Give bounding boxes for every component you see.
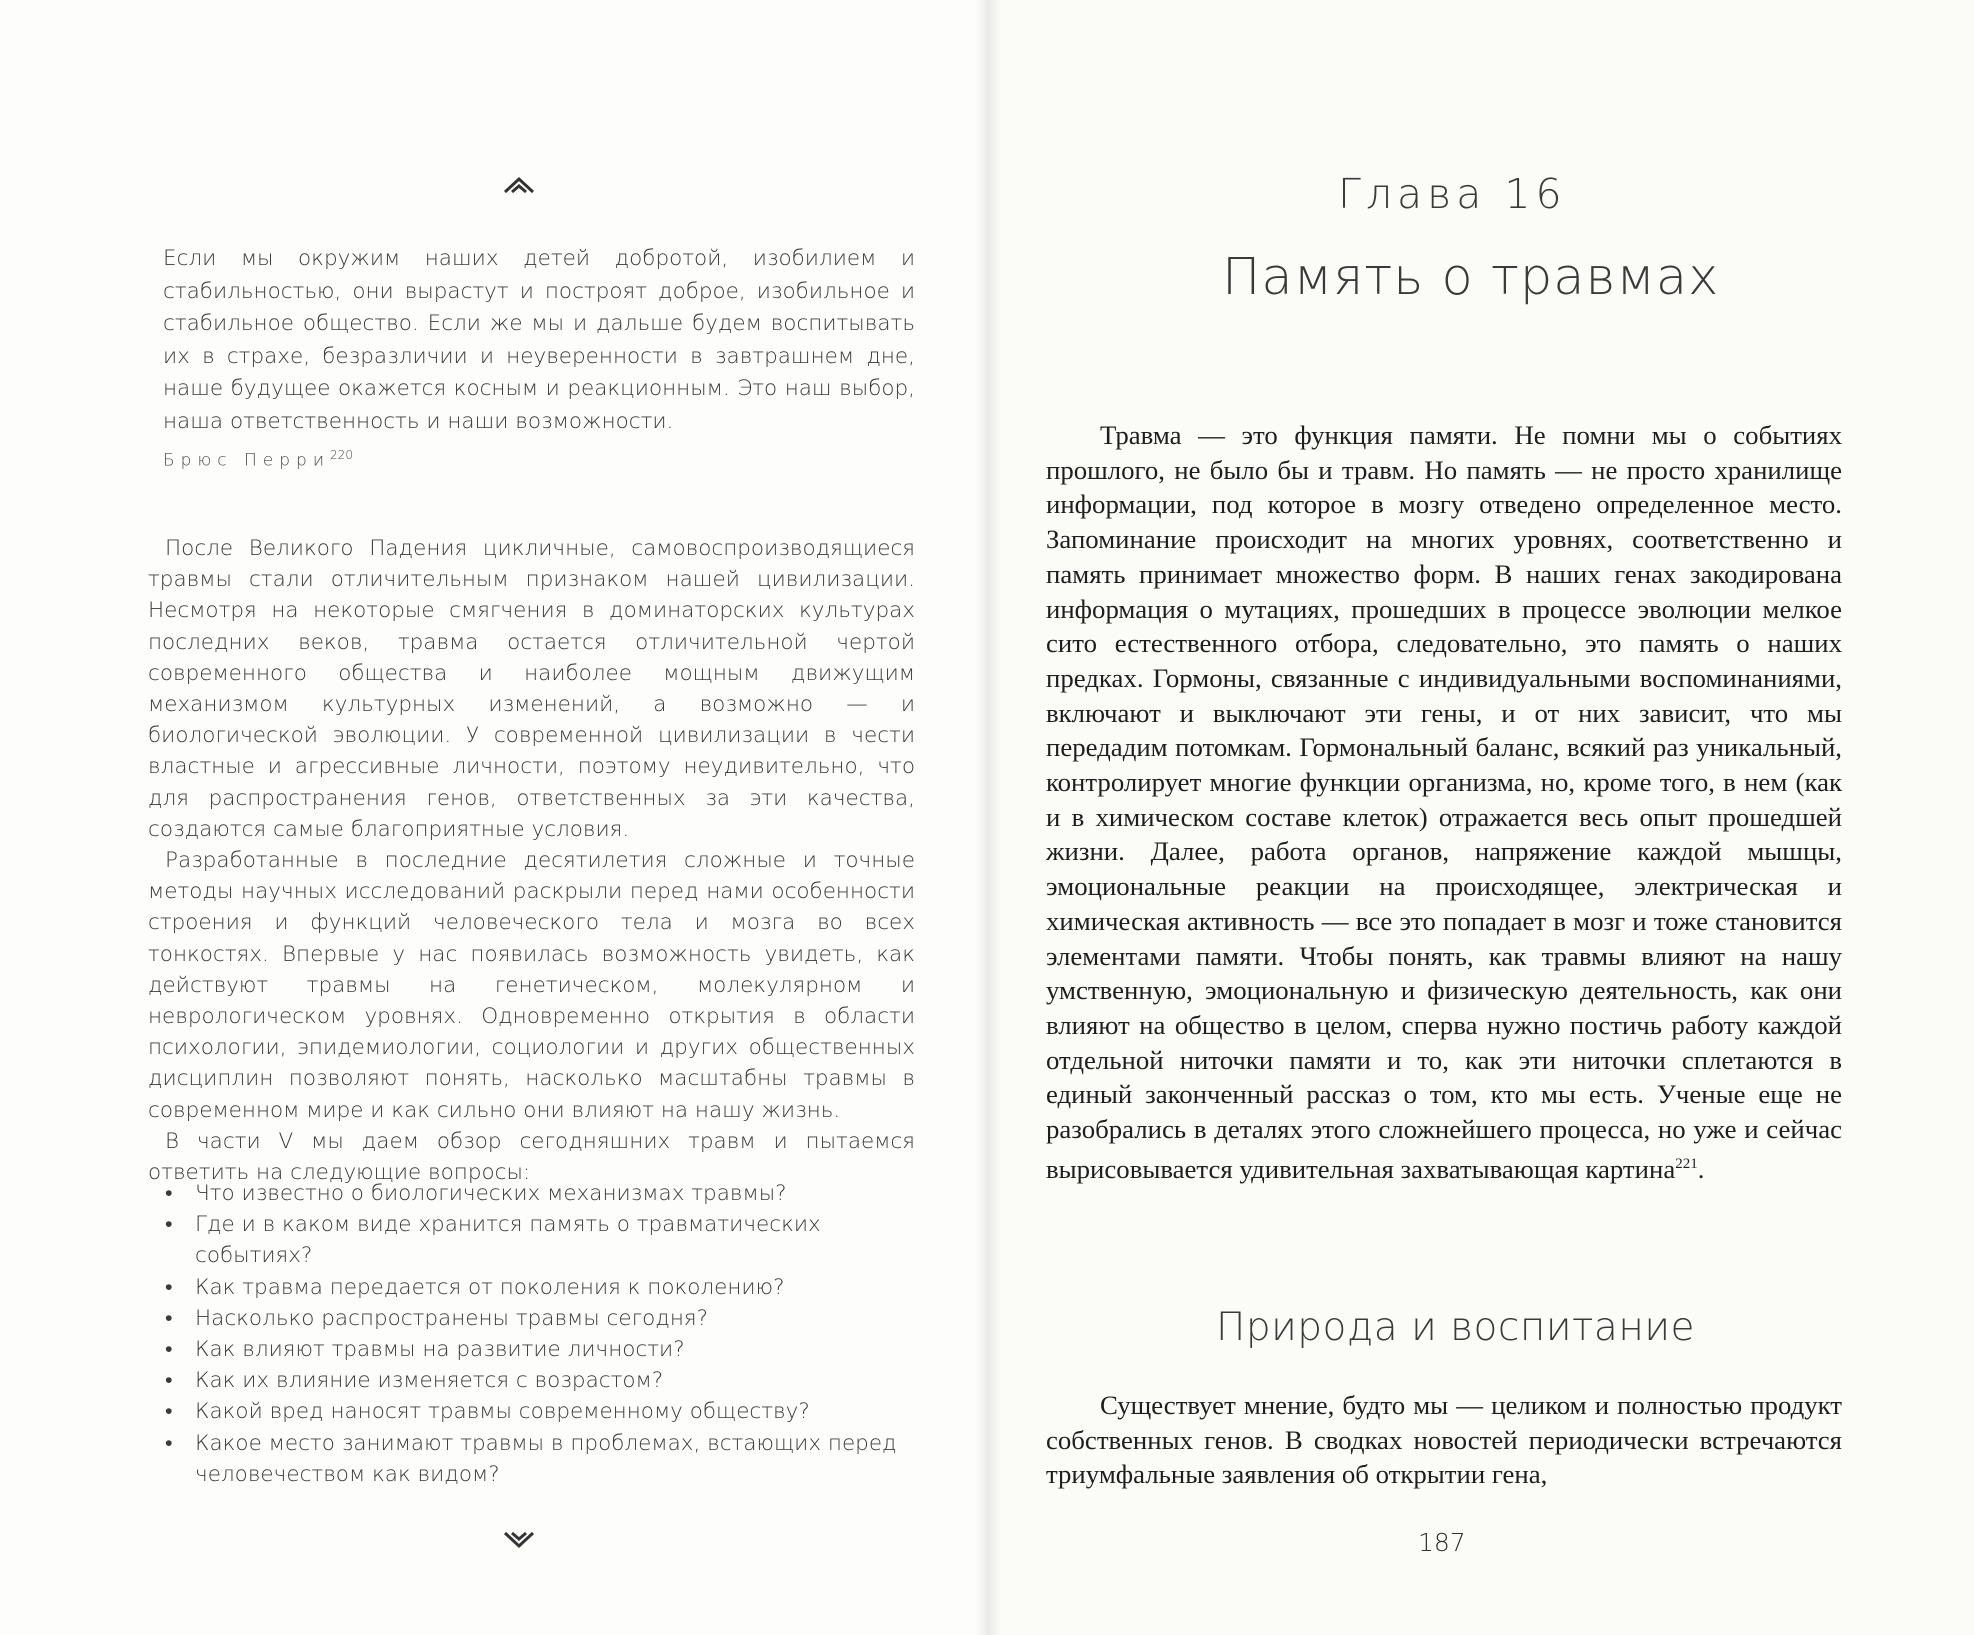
chapter-title: Память о травмах [1222,248,1720,307]
chapter-label: Глава 16 [1338,170,1567,218]
section-body-text [1046,1388,1842,1492]
epigraph-attribution [163,448,353,471]
intro-text: Травма — это функция памяти. Не помни мы о событиях прошлого, не было бы и травм. Но память — не просто хранилище информации, под которое в мозгу отведено определенное место. Запоминание происходит на многих уровнях, соответственно и память принимает множество форм. В наших генах закодирована информация о мутациях, прошедших в процессе эволюции мелкое сито естественного отбора, следовательно, это память о наших предках. Гормоны, связанные с индивидуальными воспоминаниями, включают и выключают эти гены, и от них зависит, что мы передадим потомкам. Гормональный баланс, всякий раз уникальный, контролирует многие функции организма, но, кроме того, в нем (как и в химическом составе клеток) отражается весь опыт прошедшей жизни. Далее, работа органов, напряжение каждой мышцы, эмоциональные реакции на происходящее, электрическая и химическая активность — все это попадает в мозг и тоже становится элементами памяти. Чтобы понять, как травмы влияют на нашу умственную, эмоциональную и физическую деятельность, как они влияют на общество в целом, сперва нужно постичь работу каждой отдельной ниточки памяти и то, как эти ниточки сплетаются в единый законченный рассказ о том, кто мы есть. Ученые еще не разобрались в деталях этого сложнейшего процесса, но уже и сейчас вырисовывается удивительная захватывающая картина [1046,420,1842,1184]
book-gutter [975,0,1001,1635]
section-title: Природа и воспитание [1216,1305,1696,1350]
left-body-text [148,533,915,1188]
questions-list [165,1178,905,1490]
page-number: 187 [1418,1528,1466,1557]
intro-end: . [1697,1153,1705,1184]
list-item: • Насколько распространены травмы сегодня? [165,1303,905,1334]
footnote-ref: 220 [330,448,353,462]
paragraph: После Великого Падения цикличные, самовоспроизводящиеся травмы стали отличительным признаком нашей цивилизации. Несмотря на некоторые смягчения в доминаторских культурах последних веков, травма остается отличительной чертой современного общества и наиболее мощным движущим механизмом культурных изменений, а возможно — и биологической эволюции. У современной цивилизации в чести властные и агрессивные личности, поэтому неудивительно, что для распространения генов, ответственных за эти качества, создаются самые благоприятные условия. [148,536,915,842]
list-item: • Как травма передается от поколения к поколению? [165,1272,905,1303]
paragraph: Разработанные в последние десятилетия сложные и точные методы научных исследований раскрыли перед нами особенности строения и функций человеческого тела и мозга во всех тонкостях. Впервые у нас появилась возможность увидеть, как действуют травмы на генетическом, молекулярном и неврологическом уровнях. Одновременно открытия в области психологии, эпидемиологии, социологии и других общественных дисциплин позволяют понять, насколько масштабны травмы в современном мире и как сильно они влияют на нашу жизнь. [148,848,915,1123]
chevron-down-ornament-icon [502,1528,536,1550]
epigraph-author: Брюс Перри [163,450,331,471]
right-body-text [1046,418,1842,1186]
list-item: • Где и в каком виде хранится память о травматических событиях? [165,1209,905,1271]
list-item: • Как влияют травмы на развитие личности? [165,1334,905,1365]
list-item: • Как их влияние изменяется с возрастом? [165,1365,905,1396]
paragraph: В части V мы даем обзор сегодняшних травм и пытаемся ответить на следующие вопросы: [148,1128,915,1186]
list-item: • Что известно о биологических механизмах травмы? [165,1178,905,1209]
paragraph: Существует мнение, будто мы — целиком и полностью продукт собственных генов. В сводках новостей периодически встречаются триумфальные заявления об открытии гена, [1046,1390,1842,1490]
paragraph [1046,418,1842,1186]
list-item: • Какое место занимают травмы в проблемах, встающих перед человечеством как видом? [165,1428,905,1490]
list-item: • Какой вред наносят травмы современному обществу? [165,1396,905,1427]
footnote-ref: 221 [1675,1155,1698,1172]
chevron-up-ornament-icon [502,175,536,197]
epigraph-text: Если мы окружим наших детей добротой, изобилием и стабильностью, они вырастут и построят доброе, изобильное и стабильное общество. Если же мы и дальше будем воспитывать их в страхе, безразличии и неуверенности в завтрашнем дне, наше будущее окажется косным и реакционным. Это наш выбор, наша ответственность и наши возможности. [163,246,915,434]
epigraph [163,243,915,438]
